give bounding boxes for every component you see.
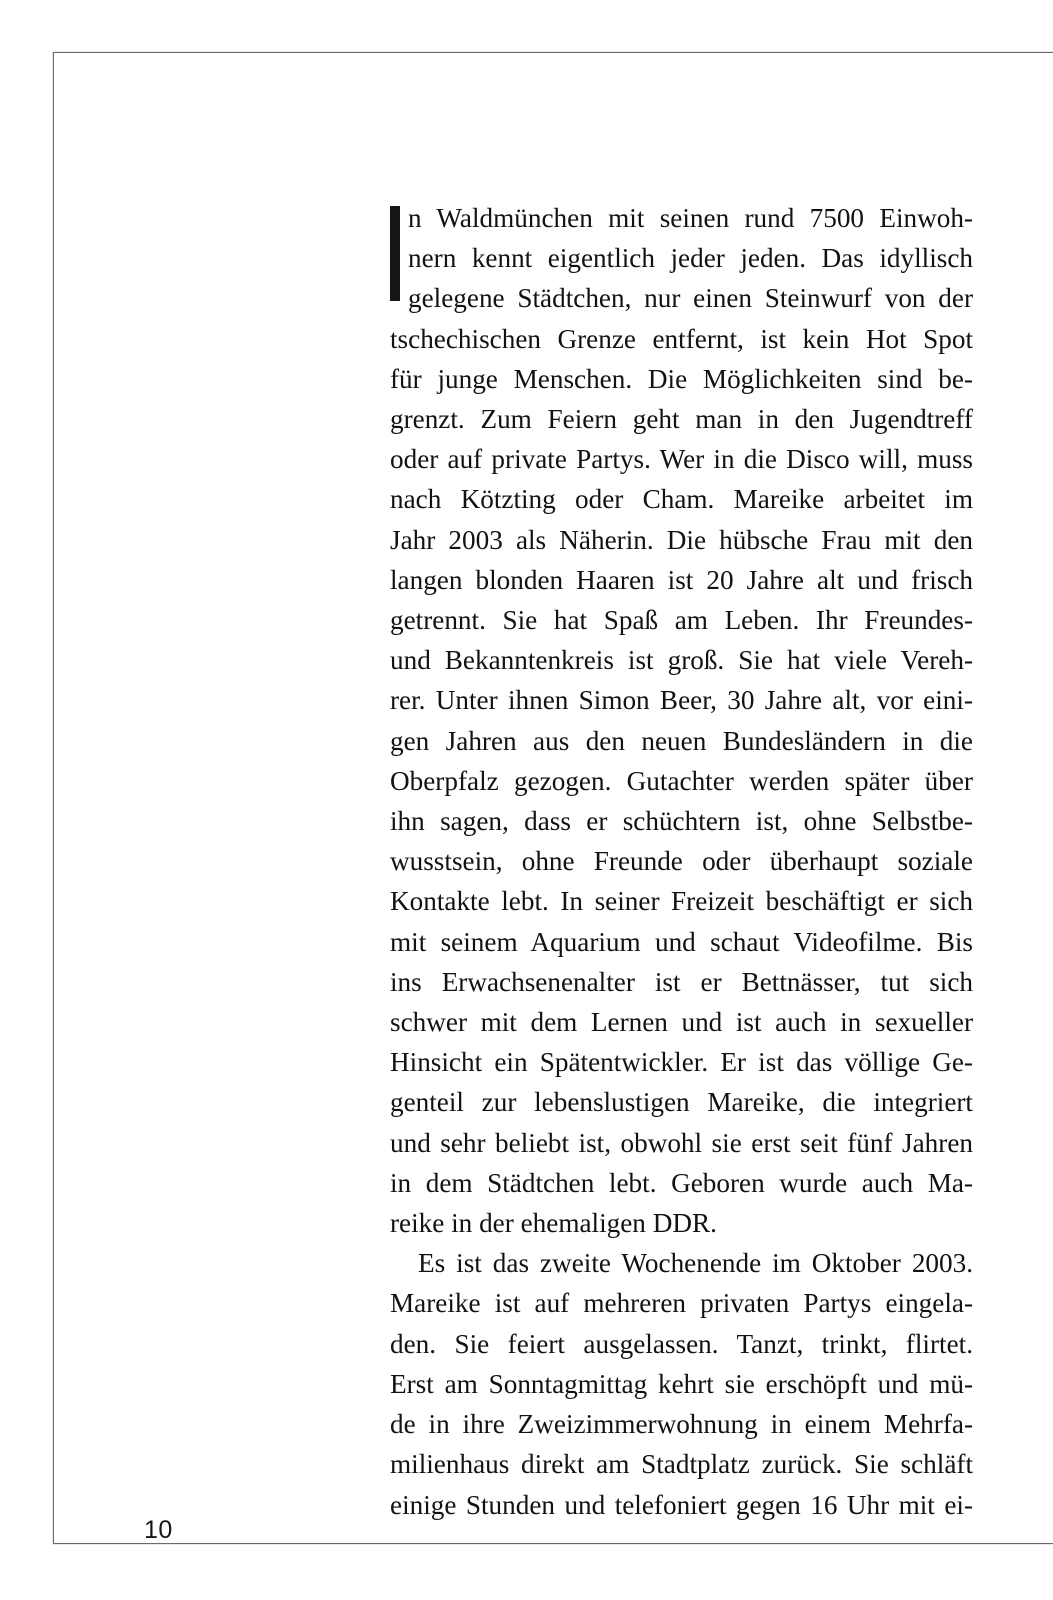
text-line: wusstsein, ohne Freunde oder überhaupt soziale bbox=[390, 846, 973, 877]
text-line: ins Erwachsenenalter ist er Bettnässer, tut sich bbox=[390, 966, 973, 997]
paragraph-2 bbox=[390, 1243, 973, 1524]
text-line: Oberpfalz gezogen. Gutachter werden später über bbox=[390, 765, 973, 796]
text-line: in dem Städtchen lebt. Geboren wurde auch Ma- bbox=[390, 1167, 973, 1198]
text-line: reike in der ehemaligen DDR. bbox=[390, 1208, 717, 1239]
drop-cap-initial bbox=[390, 206, 400, 301]
text-line: Erst am Sonntagmittag kehrt sie erschöpft und mü- bbox=[390, 1368, 973, 1399]
book-page-sheet bbox=[53, 52, 1053, 1544]
text-line: Mareike ist auf mehreren privaten Partys eingela- bbox=[390, 1288, 973, 1319]
text-line: gen Jahren aus den neuen Bundesländern in die bbox=[390, 725, 973, 756]
text-line: nern kennt eigentlich jeder jeden. Das idyllisch bbox=[408, 243, 973, 274]
text-line: und sehr beliebt ist, obwohl sie erst seit fünf Jahren bbox=[390, 1127, 973, 1158]
text-line: für junge Menschen. Die Möglichkeiten sind be- bbox=[390, 363, 973, 394]
text-line: und Bekanntenkreis ist groß. Sie hat viele Vereh- bbox=[390, 645, 973, 676]
text-line: Jahr 2003 als Näherin. Die hübsche Frau mit den bbox=[390, 524, 973, 555]
text-line: ihn sagen, dass er schüchtern ist, ohne Selbstbe- bbox=[390, 806, 973, 837]
text-line: einige Stunden und telefoniert gegen 16 Uhr mit ei- bbox=[390, 1489, 973, 1520]
text-line: n Waldmünchen mit seinen rund 7500 Einwoh- bbox=[408, 203, 973, 233]
text-line: nach Kötzting oder Cham. Mareike arbeitet im bbox=[390, 484, 973, 515]
text-line: langen blonden Haaren ist 20 Jahre alt und frisch bbox=[390, 564, 973, 595]
text-line: milienhaus direkt am Stadtplatz zurück. Sie schläft bbox=[390, 1449, 973, 1480]
text-line: den. Sie feiert ausgelassen. Tanzt, trinkt, flirtet. bbox=[390, 1328, 973, 1359]
text-line: genteil zur lebenslustigen Mareike, die integriert bbox=[390, 1087, 973, 1118]
text-line: oder auf private Partys. Wer in die Disco will, muss bbox=[390, 444, 973, 475]
page-number: 10 bbox=[144, 1516, 173, 1544]
body-text-column bbox=[390, 198, 973, 1525]
text-line: mit seinem Aquarium und schaut Videofilme. Bis bbox=[390, 926, 973, 957]
text-line: grenzt. Zum Feiern geht man in den Jugendtreff bbox=[390, 404, 973, 435]
text-line: rer. Unter ihnen Simon Beer, 30 Jahre alt, vor eini- bbox=[390, 685, 973, 716]
text-line: Es ist das zweite Wochenende im Oktober 2003. bbox=[418, 1248, 973, 1279]
text-line: getrennt. Sie hat Spaß am Leben. Ihr Freundes- bbox=[390, 605, 973, 636]
text-line: gelegene Städtchen, nur einen Steinwurf von der bbox=[408, 283, 973, 314]
text-line: Kontakte lebt. In seiner Freizeit beschäftigt er sich bbox=[390, 886, 973, 917]
text-line: de in ihre Zweizimmerwohnung in einem Mehrfa- bbox=[390, 1409, 973, 1440]
paragraph-1 bbox=[390, 198, 973, 1243]
text-line: Hinsicht ein Spätentwickler. Er ist das völlige Ge- bbox=[390, 1047, 973, 1078]
text-line: schwer mit dem Lernen und ist auch in sexueller bbox=[390, 1007, 973, 1038]
text-line: tschechischen Grenze entfernt, ist kein Hot Spot bbox=[390, 323, 973, 354]
